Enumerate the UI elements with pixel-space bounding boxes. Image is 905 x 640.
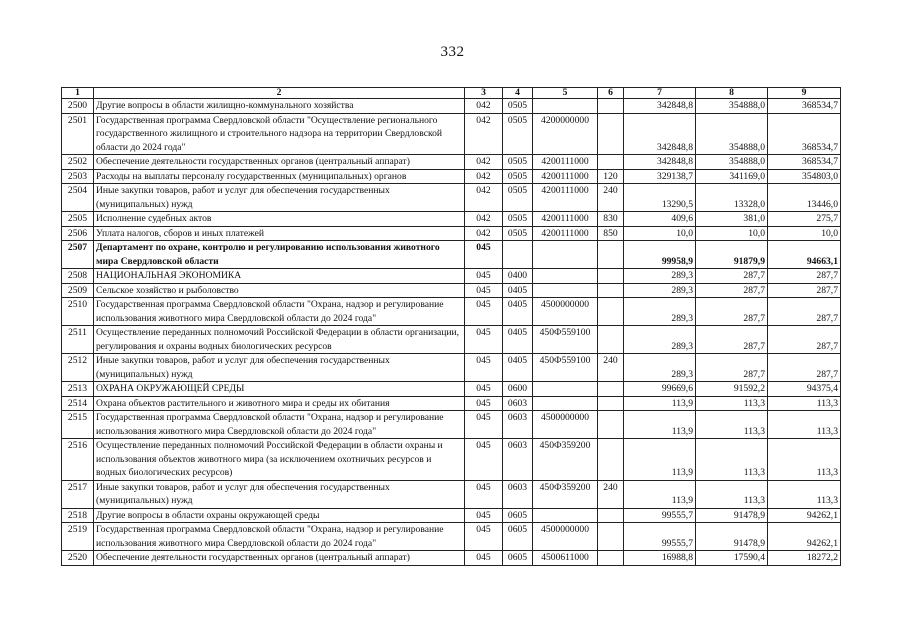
row-number: 2519 (62, 523, 94, 551)
amount-year-3: 368534,7 (768, 99, 841, 114)
amount-year-1: 99555,7 (624, 508, 696, 523)
code-admin: 045 (465, 283, 503, 298)
code-admin: 045 (465, 396, 503, 411)
amount-year-1: 342848,8 (624, 99, 696, 114)
code-admin: 045 (465, 508, 503, 523)
code-expense-type: 240 (598, 480, 624, 508)
amount-year-3: 368534,7 (768, 155, 841, 170)
code-expense-type (598, 523, 624, 551)
table-row (62, 354, 841, 382)
amount-year-2: 113,3 (696, 411, 768, 439)
code-section: 0505 (503, 169, 533, 184)
code-admin: 042 (465, 155, 503, 170)
row-number: 2502 (62, 155, 94, 170)
code-expense-type: 240 (598, 184, 624, 212)
table-row (62, 439, 841, 481)
amount-year-2: 113,3 (696, 439, 768, 481)
code-target: 450Ф559100 (533, 354, 598, 382)
code-admin: 045 (465, 523, 503, 551)
code-section: 0600 (503, 382, 533, 397)
table-row (62, 155, 841, 170)
code-section: 0603 (503, 411, 533, 439)
row-number: 2503 (62, 169, 94, 184)
code-expense-type: 850 (598, 226, 624, 241)
amount-year-2: 287,7 (696, 269, 768, 284)
code-section: 0603 (503, 439, 533, 481)
amount-year-2: 91478,9 (696, 508, 768, 523)
code-section: 0603 (503, 396, 533, 411)
code-expense-type: 120 (598, 169, 624, 184)
row-number: 2517 (62, 480, 94, 508)
amount-year-3: 287,7 (768, 283, 841, 298)
code-target: 450Ф359200 (533, 480, 598, 508)
row-number: 2516 (62, 439, 94, 481)
code-admin: 042 (465, 169, 503, 184)
amount-year-1: 13290,5 (624, 184, 696, 212)
code-expense-type (598, 382, 624, 397)
amount-year-2: 91879,9 (696, 241, 768, 269)
code-admin: 042 (465, 99, 503, 114)
amount-year-3: 113,3 (768, 396, 841, 411)
amount-year-1: 10,0 (624, 226, 696, 241)
amount-year-3: 287,7 (768, 298, 841, 326)
code-target (533, 283, 598, 298)
amount-year-3: 368534,7 (768, 113, 841, 155)
code-target: 450Ф359200 (533, 439, 598, 481)
row-name: Охрана объектов растительного и животного мира и среды их обитания (94, 396, 465, 411)
table-row (62, 99, 841, 114)
code-expense-type (598, 269, 624, 284)
amount-year-1: 289,3 (624, 326, 696, 354)
table-row (62, 241, 841, 269)
code-expense-type (598, 439, 624, 481)
column-header: 8 (696, 88, 768, 99)
code-target: 4500000000 (533, 298, 598, 326)
row-name: Исполнение судебных актов (94, 212, 465, 227)
table-row (62, 298, 841, 326)
amount-year-2: 287,7 (696, 354, 768, 382)
amount-year-1: 16988,8 (624, 551, 696, 566)
code-target: 4200111000 (533, 226, 598, 241)
code-target (533, 508, 598, 523)
code-target: 4200111000 (533, 212, 598, 227)
row-name: Обеспечение деятельности государственных органов (центральный аппарат) (94, 551, 465, 566)
code-section: 0505 (503, 99, 533, 114)
amount-year-1: 99958,9 (624, 241, 696, 269)
row-name: Расходы на выплаты персоналу государственных (муниципальных) органов (94, 169, 465, 184)
amount-year-2: 354888,0 (696, 99, 768, 114)
amount-year-1: 113,9 (624, 396, 696, 411)
code-target: 4500000000 (533, 411, 598, 439)
row-number: 2509 (62, 283, 94, 298)
code-section: 0405 (503, 354, 533, 382)
amount-year-1: 342848,8 (624, 155, 696, 170)
table-row (62, 551, 841, 566)
table-row (62, 480, 841, 508)
amount-year-3: 287,7 (768, 326, 841, 354)
code-target: 4500000000 (533, 523, 598, 551)
table-row (62, 269, 841, 284)
amount-year-1: 289,3 (624, 354, 696, 382)
amount-year-1: 99555,7 (624, 523, 696, 551)
code-section: 0605 (503, 508, 533, 523)
row-number: 2504 (62, 184, 94, 212)
row-name: Иные закупки товаров, работ и услуг для обеспечения государственных (муниципальных) нужд (94, 480, 465, 508)
row-number: 2513 (62, 382, 94, 397)
code-section: 0603 (503, 480, 533, 508)
amount-year-3: 94262,1 (768, 523, 841, 551)
code-admin: 045 (465, 411, 503, 439)
code-target (533, 241, 598, 269)
row-number: 2500 (62, 99, 94, 114)
code-section (503, 241, 533, 269)
row-name: Департамент по охране, контролю и регулированию использования животного мира Свердловской области (94, 241, 465, 269)
row-number: 2508 (62, 269, 94, 284)
code-admin: 045 (465, 382, 503, 397)
column-header: 9 (768, 88, 841, 99)
amount-year-3: 354803,0 (768, 169, 841, 184)
code-target: 450Ф559100 (533, 326, 598, 354)
row-name: Уплата налогов, сборов и иных платежей (94, 226, 465, 241)
code-target (533, 99, 598, 114)
column-header: 1 (62, 88, 94, 99)
code-target: 4200111000 (533, 169, 598, 184)
amount-year-3: 94262,1 (768, 508, 841, 523)
table-row (62, 169, 841, 184)
row-number: 2512 (62, 354, 94, 382)
budget-table (61, 87, 841, 566)
code-section: 0505 (503, 155, 533, 170)
code-target (533, 382, 598, 397)
code-admin: 045 (465, 354, 503, 382)
amount-year-1: 113,9 (624, 439, 696, 481)
amount-year-2: 113,3 (696, 480, 768, 508)
row-number: 2510 (62, 298, 94, 326)
row-name: Государственная программа Свердловской области "Осуществление регионального государственного жилищного и строительного надзора на территории Свердловской области до 2024 года" (94, 113, 465, 155)
code-section: 0405 (503, 283, 533, 298)
code-target (533, 396, 598, 411)
code-expense-type (598, 99, 624, 114)
row-name: Осуществление переданных полномочий Российской Федерации в области охраны и использования объектов животного мира (за исключением охотничьих ресурсов и водных биологических ресурсов) (94, 439, 465, 481)
code-expense-type: 240 (598, 354, 624, 382)
code-target: 4200111000 (533, 155, 598, 170)
amount-year-1: 99669,6 (624, 382, 696, 397)
table-row (62, 396, 841, 411)
code-expense-type (598, 298, 624, 326)
table-body (62, 99, 841, 566)
amount-year-1: 289,3 (624, 298, 696, 326)
row-name: Государственная программа Свердловской области "Охрана, надзор и регулирование использования животного мира Свердловской области до 2024 года" (94, 298, 465, 326)
row-name: Государственная программа Свердловской области "Охрана, надзор и регулирование использования животного мира Свердловской области до 2024 года" (94, 411, 465, 439)
table-row (62, 508, 841, 523)
amount-year-3: 287,7 (768, 269, 841, 284)
table-row (62, 226, 841, 241)
code-section: 0505 (503, 226, 533, 241)
code-target: 4500611000 (533, 551, 598, 566)
row-number: 2515 (62, 411, 94, 439)
amount-year-2: 91478,9 (696, 523, 768, 551)
amount-year-1: 342848,8 (624, 113, 696, 155)
amount-year-1: 329138,7 (624, 169, 696, 184)
table-row (62, 326, 841, 354)
table-row (62, 411, 841, 439)
column-header: 4 (503, 88, 533, 99)
column-header: 5 (533, 88, 598, 99)
amount-year-1: 113,9 (624, 411, 696, 439)
code-target: 4200111000 (533, 184, 598, 212)
code-expense-type (598, 551, 624, 566)
code-section: 0605 (503, 551, 533, 566)
row-number: 2507 (62, 241, 94, 269)
amount-year-2: 354888,0 (696, 113, 768, 155)
code-section: 0405 (503, 298, 533, 326)
code-admin: 045 (465, 439, 503, 481)
code-expense-type (598, 411, 624, 439)
amount-year-2: 13328,0 (696, 184, 768, 212)
column-header: 3 (465, 88, 503, 99)
amount-year-3: 275,7 (768, 212, 841, 227)
row-number: 2520 (62, 551, 94, 566)
table-row (62, 523, 841, 551)
code-section: 0405 (503, 326, 533, 354)
code-admin: 045 (465, 241, 503, 269)
amount-year-2: 287,7 (696, 298, 768, 326)
amount-year-2: 91592,2 (696, 382, 768, 397)
code-admin: 042 (465, 113, 503, 155)
code-admin: 045 (465, 326, 503, 354)
code-admin: 045 (465, 480, 503, 508)
amount-year-2: 341169,0 (696, 169, 768, 184)
table-row (62, 283, 841, 298)
code-section: 0400 (503, 269, 533, 284)
row-name: Обеспечение деятельности государственных органов (центральный аппарат) (94, 155, 465, 170)
code-section: 0505 (503, 212, 533, 227)
code-admin: 042 (465, 184, 503, 212)
amount-year-1: 289,3 (624, 269, 696, 284)
row-name: ОХРАНА ОКРУЖАЮЩЕЙ СРЕДЫ (94, 382, 465, 397)
row-number: 2511 (62, 326, 94, 354)
code-admin: 042 (465, 226, 503, 241)
row-name: Государственная программа Свердловской области "Охрана, надзор и регулирование использования животного мира Свердловской области до 2024 года" (94, 523, 465, 551)
amount-year-3: 113,3 (768, 411, 841, 439)
row-number: 2505 (62, 212, 94, 227)
amount-year-1: 409,6 (624, 212, 696, 227)
code-expense-type: 830 (598, 212, 624, 227)
code-expense-type (598, 241, 624, 269)
row-name: Сельское хозяйство и рыболовство (94, 283, 465, 298)
column-header: 7 (624, 88, 696, 99)
code-admin: 042 (465, 212, 503, 227)
table-row (62, 212, 841, 227)
column-header: 2 (94, 88, 465, 99)
amount-year-3: 113,3 (768, 480, 841, 508)
amount-year-3: 94375,4 (768, 382, 841, 397)
amount-year-2: 17590,4 (696, 551, 768, 566)
page-number: 332 (440, 44, 465, 60)
row-name: Осуществление переданных полномочий Российской Федерации в области организации, регулирования и охраны водных биологических ресурсов (94, 326, 465, 354)
code-admin: 045 (465, 551, 503, 566)
row-number: 2506 (62, 226, 94, 241)
row-number: 2514 (62, 396, 94, 411)
amount-year-2: 287,7 (696, 283, 768, 298)
row-number: 2518 (62, 508, 94, 523)
table-row (62, 184, 841, 212)
code-admin: 045 (465, 298, 503, 326)
row-name: Иные закупки товаров, работ и услуг для обеспечения государственных (муниципальных) нужд (94, 354, 465, 382)
code-expense-type (598, 508, 624, 523)
amount-year-2: 287,7 (696, 326, 768, 354)
amount-year-2: 113,3 (696, 396, 768, 411)
amount-year-1: 289,3 (624, 283, 696, 298)
code-section: 0505 (503, 113, 533, 155)
code-expense-type (598, 283, 624, 298)
amount-year-2: 10,0 (696, 226, 768, 241)
row-name: Другие вопросы в области охраны окружающей среды (94, 508, 465, 523)
amount-year-2: 354888,0 (696, 155, 768, 170)
code-expense-type (598, 113, 624, 155)
code-expense-type (598, 155, 624, 170)
code-expense-type (598, 326, 624, 354)
column-header: 6 (598, 88, 624, 99)
table-row (62, 382, 841, 397)
row-number: 2501 (62, 113, 94, 155)
code-section: 0605 (503, 523, 533, 551)
code-target (533, 269, 598, 284)
header-row (62, 88, 841, 99)
amount-year-1: 113,9 (624, 480, 696, 508)
row-name: НАЦИОНАЛЬНАЯ ЭКОНОМИКА (94, 269, 465, 284)
amount-year-3: 94663,1 (768, 241, 841, 269)
row-name: Другие вопросы в области жилищно-коммунального хозяйства (94, 99, 465, 114)
amount-year-3: 13446,0 (768, 184, 841, 212)
amount-year-3: 18272,2 (768, 551, 841, 566)
amount-year-3: 287,7 (768, 354, 841, 382)
code-target: 4200000000 (533, 113, 598, 155)
code-admin: 045 (465, 269, 503, 284)
amount-year-3: 113,3 (768, 439, 841, 481)
code-expense-type (598, 396, 624, 411)
table-row (62, 113, 841, 155)
amount-year-2: 381,0 (696, 212, 768, 227)
code-section: 0505 (503, 184, 533, 212)
amount-year-3: 10,0 (768, 226, 841, 241)
row-name: Иные закупки товаров, работ и услуг для обеспечения государственных (муниципальных) нужд (94, 184, 465, 212)
